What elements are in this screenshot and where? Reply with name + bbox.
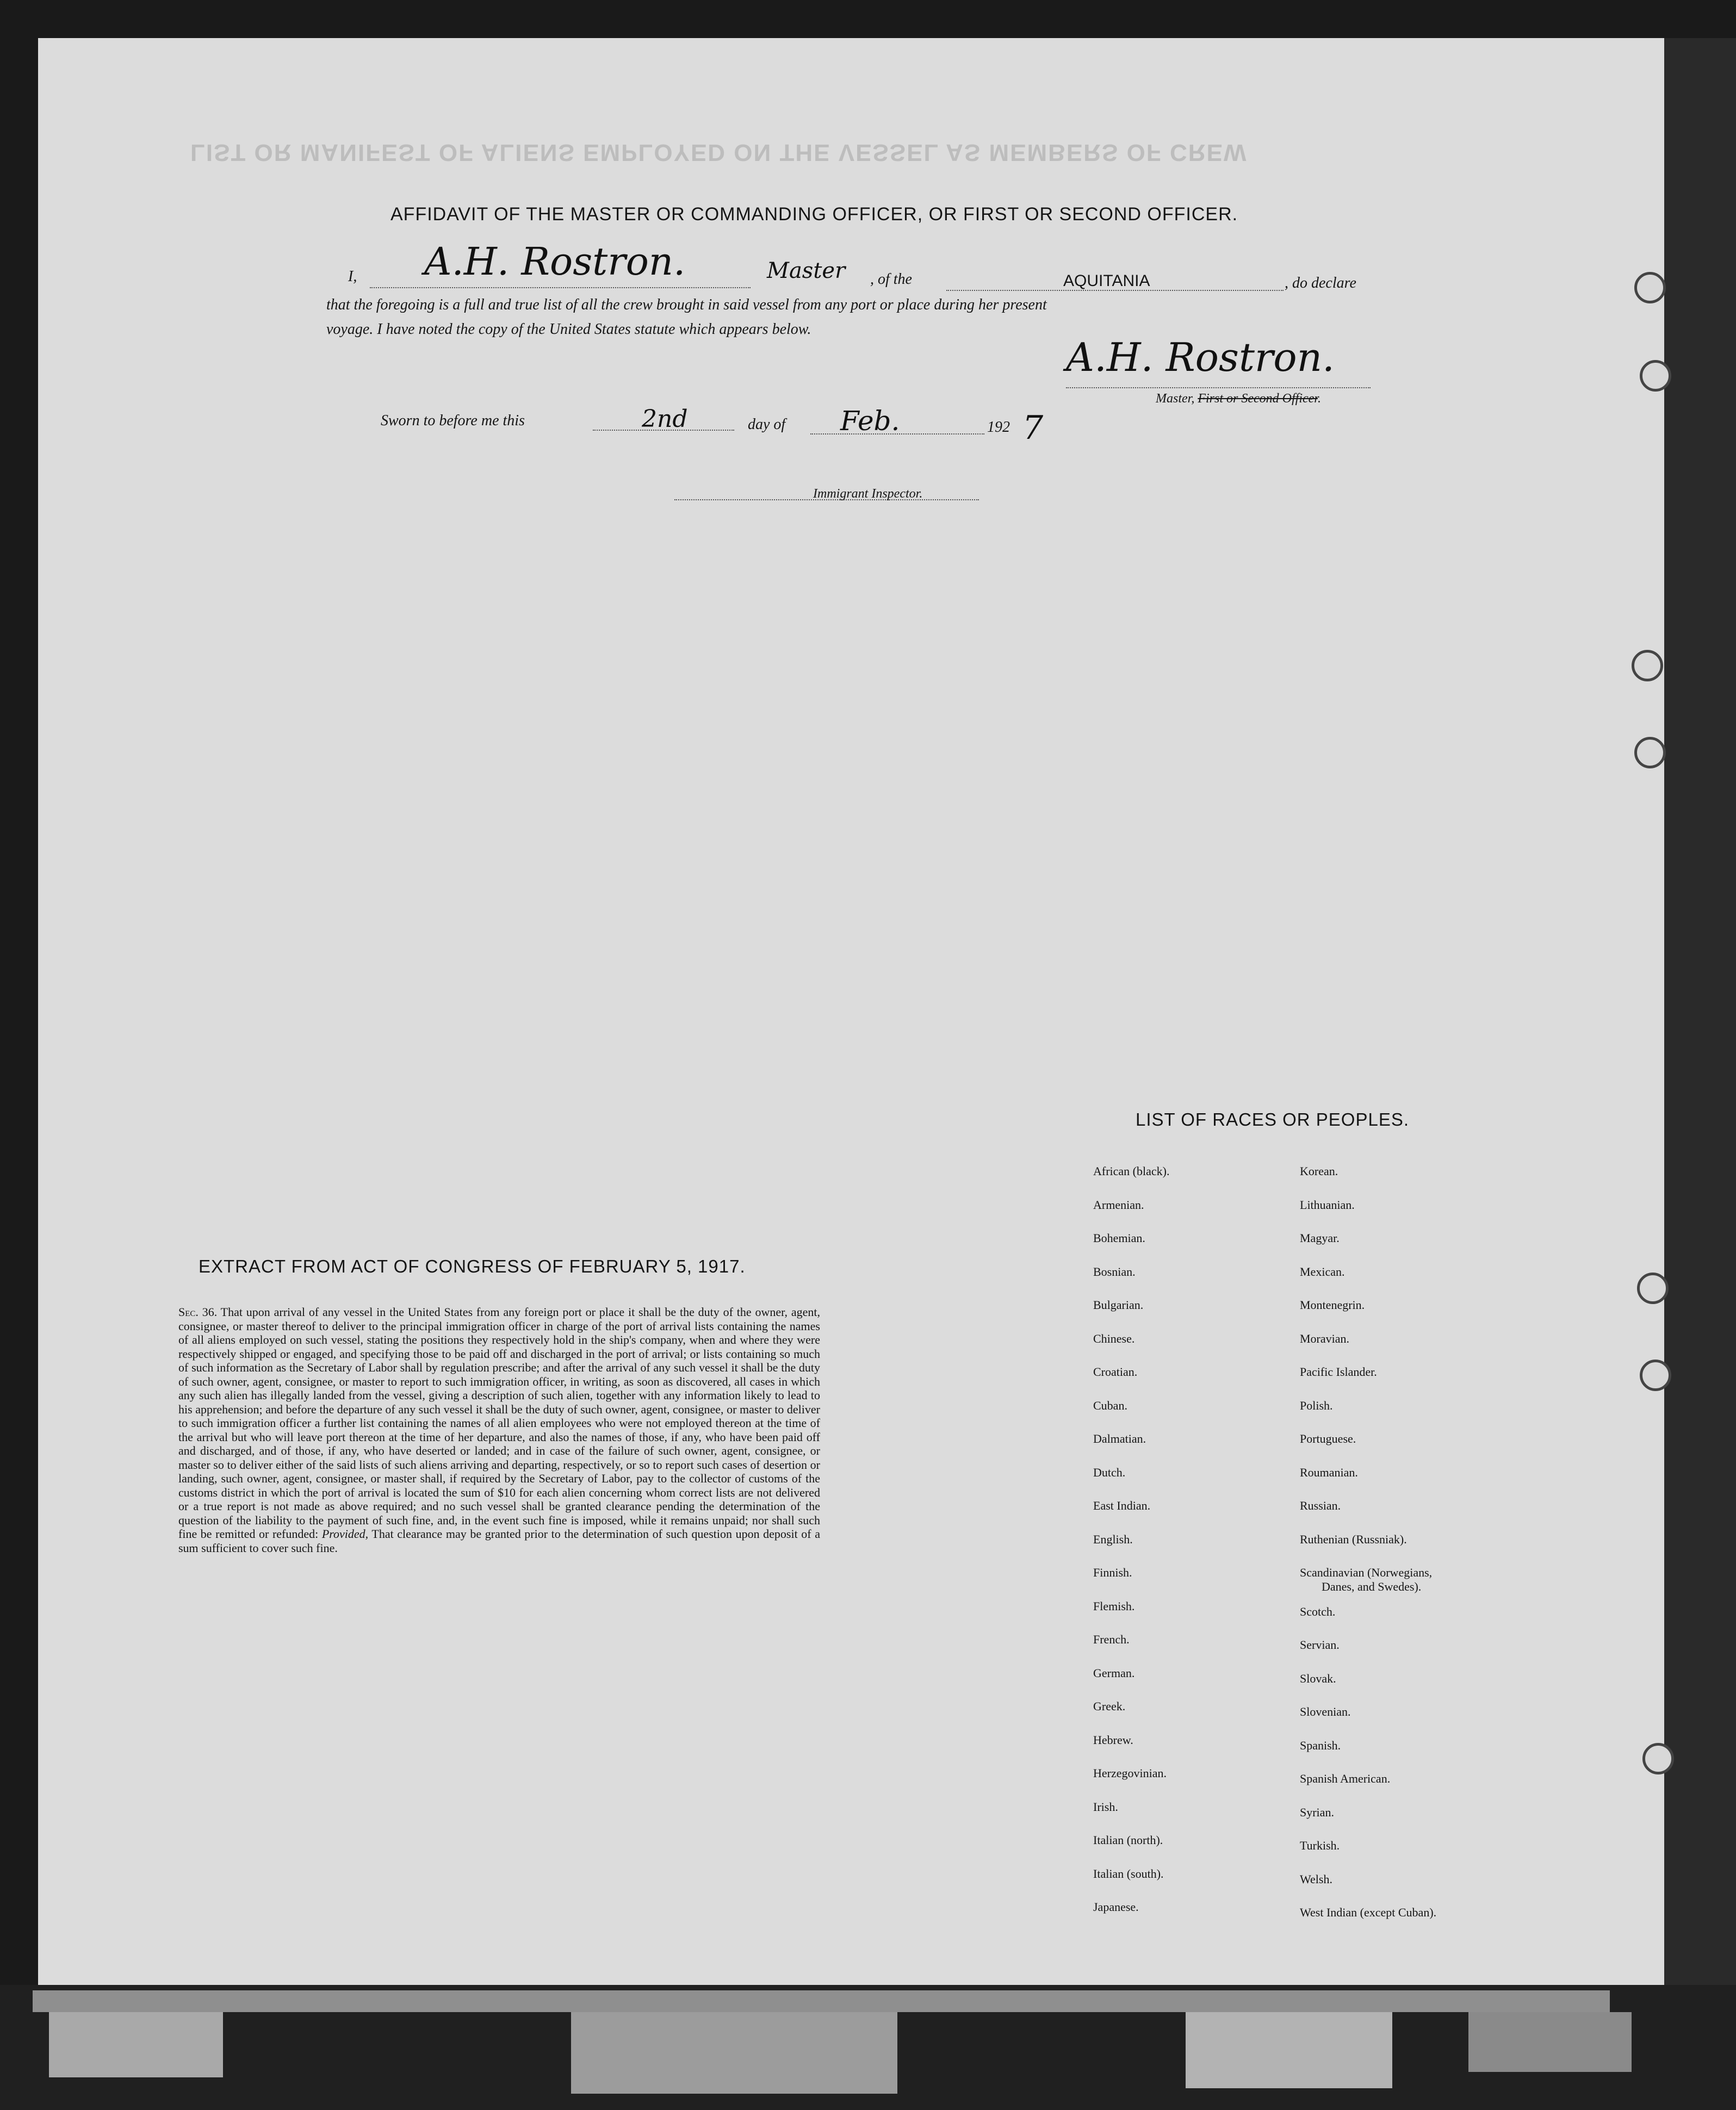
affidavit-body-line-2: voyage. I have noted the copy of the United States statute which appears below. — [326, 321, 811, 338]
race-item: Pacific Islander. — [1300, 1365, 1377, 1379]
inspector-caption: Immigrant Inspector. — [813, 487, 923, 501]
torn-paper-fragment — [1468, 2012, 1632, 2072]
race-item: West Indian (except Cuban). — [1300, 1906, 1437, 1919]
race-item: Lithuanian. — [1300, 1197, 1355, 1212]
race-item: English. — [1093, 1532, 1133, 1546]
race-item: Portuguese. — [1300, 1432, 1356, 1445]
race-item: Scotch. — [1300, 1604, 1336, 1618]
races-heading: LIST OF RACES OR PEOPLES. — [1136, 1109, 1410, 1130]
handwritten-year-digit: 7 — [1022, 409, 1044, 447]
document-page — [38, 38, 1664, 2018]
race-item: Slovenian. — [1300, 1705, 1351, 1718]
race-item: Scandinavian (Norwegians, — [1300, 1566, 1433, 1579]
handwritten-day: 2nd — [642, 405, 688, 433]
race-item: French. — [1093, 1633, 1130, 1646]
handwritten-month: Feb. — [840, 405, 900, 437]
vessel-name: AQUITANIA — [1063, 272, 1150, 290]
race-item: East Indian. — [1093, 1499, 1151, 1512]
handwritten-role: Master — [767, 258, 846, 283]
race-item: Bohemian. — [1093, 1231, 1145, 1245]
extract-heading: EXTRACT FROM ACT OF CONGRESS OF FEBRUARY 5, 1917. — [199, 1256, 746, 1276]
race-item: Russian. — [1300, 1499, 1341, 1512]
race-item: Croatian. — [1093, 1365, 1138, 1379]
race-item: Italian (south). — [1093, 1866, 1164, 1881]
of-the-label: , of the — [870, 271, 912, 288]
master-caption-struck: First or Second Officer — [1198, 392, 1318, 406]
binder-hole — [1642, 1743, 1674, 1774]
race-item: Moravian. — [1300, 1331, 1350, 1345]
extract-provided-text: That clearance may be granted prior to the determination of such question upon deposit of a sum sufficient to cover such fine. — [178, 1527, 820, 1555]
sworn-label: Sworn to before me this — [381, 412, 525, 429]
master-caption-suffix: . — [1317, 392, 1321, 406]
master-caption — [1156, 392, 1321, 406]
year-printed: 192 — [987, 419, 1010, 436]
extract-provided-label: Provided, — [321, 1527, 369, 1541]
master-signature: A.H. Rostron. — [1066, 334, 1335, 380]
affidavit-body-line-1: that the foregoing is a full and true list of all the crew brought in said vessel from any port or place during her present — [326, 296, 1047, 313]
race-item: Magyar. — [1300, 1231, 1340, 1245]
race-item: Spanish. — [1300, 1738, 1341, 1752]
race-item: Chinese. — [1093, 1331, 1135, 1345]
binder-hole — [1640, 1360, 1671, 1391]
race-item: Ruthenian (Russniak). — [1300, 1532, 1407, 1546]
race-item: Mexican. — [1300, 1264, 1345, 1279]
race-item: Polish. — [1300, 1398, 1333, 1412]
binder-hole — [1637, 1273, 1669, 1304]
affidavit-pre-name: I, — [348, 268, 357, 285]
race-item: Italian (north). — [1093, 1833, 1163, 1847]
race-item: German. — [1093, 1666, 1135, 1680]
race-item-continuation: Danes, and Swedes). — [1322, 1580, 1422, 1593]
race-item: Syrian. — [1300, 1805, 1334, 1819]
race-item: African (black). — [1093, 1164, 1170, 1178]
handwritten-name: A.H. Rostron. — [424, 239, 686, 284]
day-of-label: day of — [748, 416, 786, 433]
torn-paper-fragment — [571, 2012, 897, 2094]
binder-hole — [1634, 272, 1666, 303]
do-declare-label: , do declare — [1285, 275, 1356, 291]
race-item: Spanish American. — [1300, 1772, 1391, 1785]
torn-paper-strip — [33, 1990, 1610, 2012]
torn-paper-fragment — [49, 2012, 223, 2077]
master-signature-line — [1066, 387, 1371, 388]
race-item: Turkish. — [1300, 1839, 1340, 1852]
race-item: Hebrew. — [1093, 1733, 1133, 1747]
race-item: Armenian. — [1093, 1197, 1144, 1212]
race-item: Bosnian. — [1093, 1264, 1136, 1279]
race-item: Dalmatian. — [1093, 1432, 1146, 1445]
race-item: Korean. — [1300, 1164, 1338, 1178]
race-item: Montenegrin. — [1300, 1298, 1365, 1312]
extract-section-label: Sec. 36. — [178, 1305, 218, 1319]
race-item: Finnish. — [1093, 1566, 1132, 1579]
race-item: Roumanian. — [1300, 1465, 1358, 1479]
binder-hole — [1634, 737, 1666, 768]
binder-hole — [1632, 650, 1663, 681]
race-item: Bulgarian. — [1093, 1298, 1144, 1312]
race-item: Cuban. — [1093, 1398, 1127, 1412]
race-item: Herzegovinian. — [1093, 1766, 1167, 1780]
race-item: Servian. — [1300, 1638, 1340, 1652]
race-item: Flemish. — [1093, 1599, 1135, 1613]
race-item: Greek. — [1093, 1699, 1126, 1713]
affidavit-heading: AFFIDAVIT OF THE MASTER OR COMMANDING OFFICER, OR FIRST OR SECOND OFFICER. — [390, 204, 1238, 225]
race-item: Japanese. — [1093, 1900, 1139, 1914]
master-caption-prefix: Master, — [1156, 392, 1198, 406]
extract-body — [178, 1305, 820, 1555]
binder-hole — [1640, 360, 1671, 392]
race-item: Welsh. — [1300, 1872, 1332, 1886]
torn-paper-fragment — [1186, 2012, 1392, 2088]
race-item: Slovak. — [1300, 1671, 1336, 1685]
race-item: Irish. — [1093, 1799, 1118, 1814]
extract-body-text: That upon arrival of any vessel in the United States from any foreign port or place it shall be the duty of the owner, agent, consignee, or master thereof to deliver to the principal immigration officer in charge of the port of arrival lists containing the names of all aliens employed on such vessel, stating the positions they respectively hold in the ship's company, when and where they were respectively shipped or engaged, and specifying those to be paid off and discharged in the port of arrival; or lists containing so much of such information as the Secretary of Labor shall by regulation prescribe; and after the arrival of any such vessel it shall be the duty of such owner, agent, consignee, or master to report to such immigration officer, in writing, as soon as discovered, all cases in which any such alien has illegally landed from the vessel, giving a description of such alien, together with any information likely to lead to his apprehension; and before the departure of any such vessel it shall be the duty of such owner, agent, consignee, or master to deliver to such immigration officer a further list containing the names of all alien employees who were not employed thereon at the time of the arrival but who will leave port thereon at the time of her departure, and also the names of those, if any, who have been paid off and discharged, and of those, if any, who have deserted or landed; and in case of the failure of such owner, agent, consignee, or master so to deliver either of the said lists of such aliens arriving and departing, respectively, or so to report such cases of desertion or landing, such owner, agent, consignee, or master shall, if required by the Secretary of Labor, pay to the collector of customs of the customs district in which the port of arrival is located the sum of $10 for each alien concerning whom correct lists are not delivered or a true report is not made as above required; and no such vessel shall be granted clearance pending the determination of the question of the liability to the payment of such fine, and, in the event such fine is imposed, while it remains unpaid; nor shall such fine be remitted or refunded: — [178, 1305, 820, 1541]
page-stack-edge — [1664, 38, 1736, 1985]
bleed-through-heading: LIST OR MANIFEST OF ALIENS EMPLOYED ON THE VESSEL AS MEMBERS OF CREW — [190, 139, 1248, 166]
race-item: Dutch. — [1093, 1465, 1126, 1479]
name-line — [370, 287, 751, 288]
